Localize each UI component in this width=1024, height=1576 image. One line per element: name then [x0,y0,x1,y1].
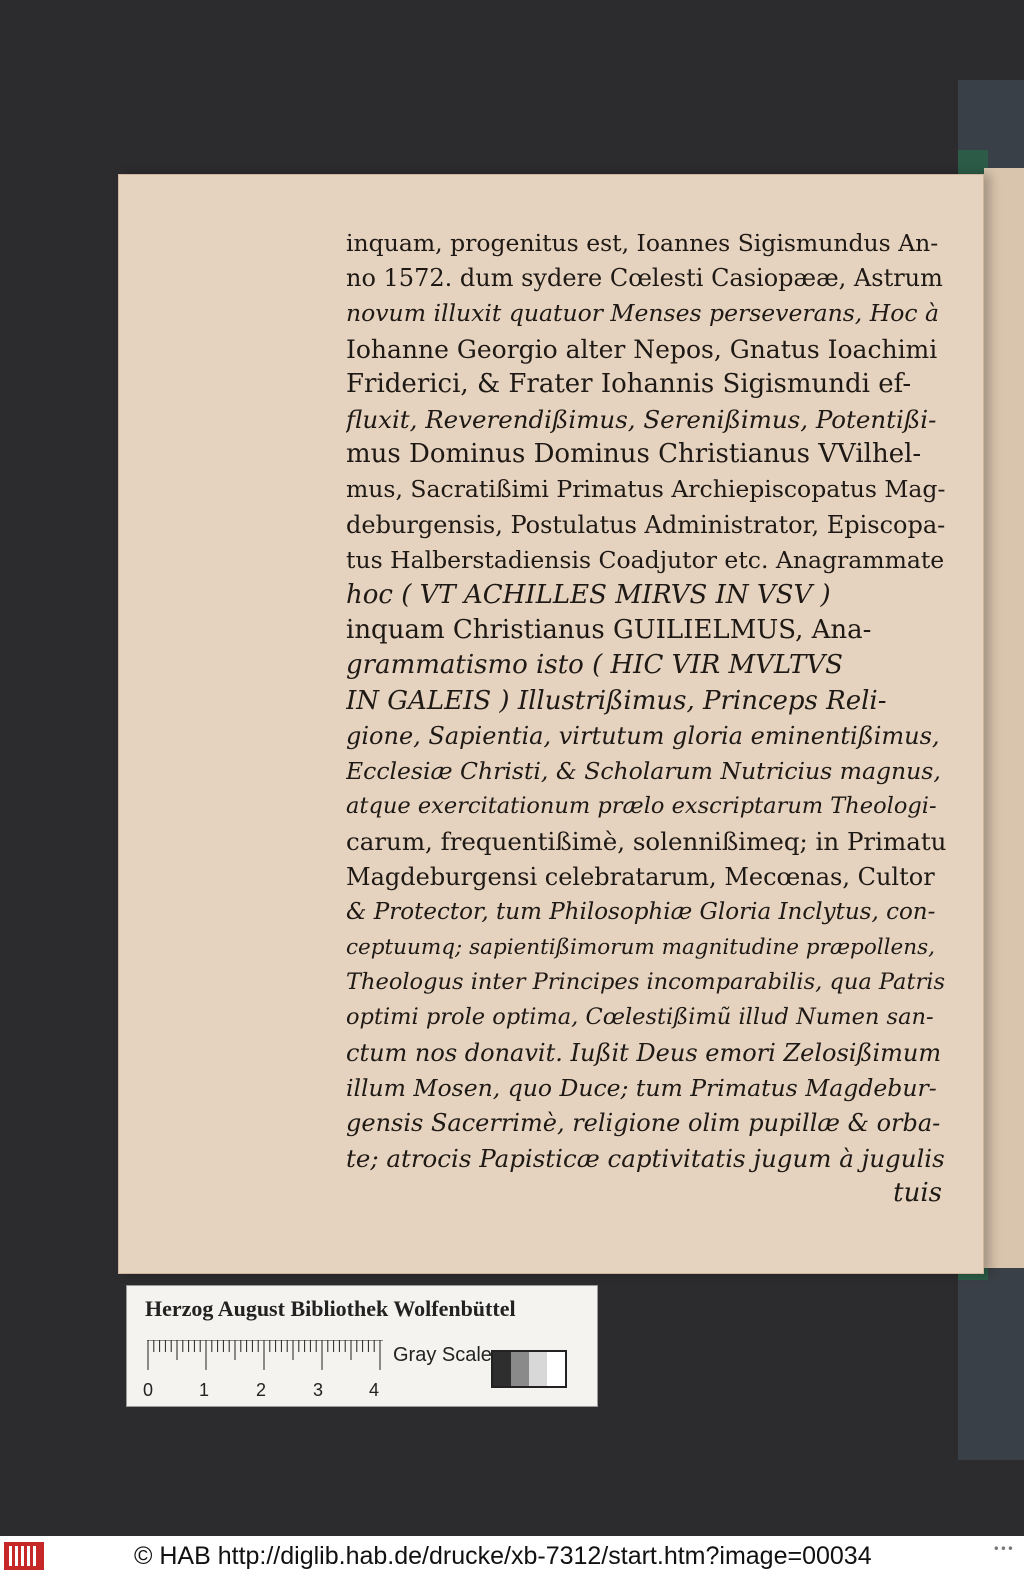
text-line: Friderici, & Frater Iohannis Sigismundi ef- [346,368,912,399]
text-line: inquam Christianus GUILIELMUS, Ana- [346,615,872,646]
text-line: hoc ( VT ACHILLES MIRVS IN VSV ) [346,580,831,611]
text-line: grammatismo isto ( HIC VIR MVLTVS [346,650,843,681]
ruler-number: 3 [313,1380,324,1400]
text-line: illum Mosen, quo Duce; tum Primatus Magdebur- [346,1073,937,1102]
text-line: gione, Sapientia, virtutum gloria eminentißimus, [346,721,940,750]
text-line: deburgensis, Postulatus Administrator, Episcopa- [346,510,946,539]
library-name: Herzog August Bibliothek Wolfenbüttel [145,1296,516,1321]
ruler-number: 4 [369,1380,380,1400]
page-text [346,226,946,1212]
text-line: novum illuxit quatuor Menses perseverans, Hoc à [346,299,940,328]
text-line: no 1572. dum sydere Cœlesti Casiopææ, Astrum [346,264,943,293]
text-line: fluxit, Reverendißimus, Serenißimus, Potentißi- [346,405,937,435]
gray-scale-swatch [491,1350,567,1388]
ruler-number: 0 [143,1380,154,1400]
gray-scale-label: Gray Scale [393,1344,492,1366]
reference-card [126,1285,598,1407]
text-line: ctum nos donavit. Iußit Deus emori Zelosißimum [346,1038,942,1067]
text-line: Iohanne Georgio alter Nepos, Gnatus Ioachimi [346,334,938,364]
ruler-number: 1 [199,1380,210,1400]
gray-patch [493,1352,511,1386]
text-line: tus Halberstadiensis Coadjutor etc. Anagrammate [346,545,945,574]
copyright-url[interactable]: © HAB http://diglib.hab.de/drucke/xb-7312/start.htm?image=00034 [134,1542,872,1570]
text-line: Magdeburgensi celebratarum, Mecœnas, Cultor [346,862,935,891]
catchword: tuis [893,1178,942,1209]
text-line: Ecclesiæ Christi, & Scholarum Nutricius magnus, [346,757,941,786]
gray-patch [511,1352,529,1386]
text-line: ceptuumq; sapientißimorum magnitudine præpollens, [346,935,935,961]
book-page [118,174,984,1274]
footer-bar [0,1536,1024,1576]
footer-dots: ••• [992,1542,1014,1556]
text-line: IN GALEIS ) Illustrißimus, Princeps Reli- [346,685,887,716]
text-line: Theologus inter Principes incomparabilis, qua Patris [346,969,945,996]
gray-patch [529,1352,547,1386]
ruler-number: 2 [256,1380,267,1400]
text-line: optimi prole optima, Cœlestißimũ illud Numen san- [346,1004,934,1031]
text-line: carum, frequentißimè, solennißimeq; in Primatu [346,827,946,857]
gray-patch [547,1352,565,1386]
text-line: inquam, progenitus est, Ioannes Sigismundus An- [346,229,939,257]
facing-page-edge [984,168,1024,1268]
text-line: atque exercitationum prælo exscriptarum Theologi- [346,793,937,820]
text-line: mus, Sacratißimi Primatus Archiepiscopatus Mag- [346,475,946,504]
text-line: te; atrocis Papisticæ captivitatis jugum à jugulis [346,1144,945,1174]
ruler-scale [147,1340,383,1372]
text-line: gensis Sacerrimè, religione olim pupillæ & orba- [346,1109,941,1138]
text-line: & Protector, tum Philosophiæ Gloria Inclytus, con- [346,898,936,925]
text-line: mus Dominus Dominus Christianus VVilhel- [346,439,922,470]
hab-logo-icon [0,1536,48,1576]
